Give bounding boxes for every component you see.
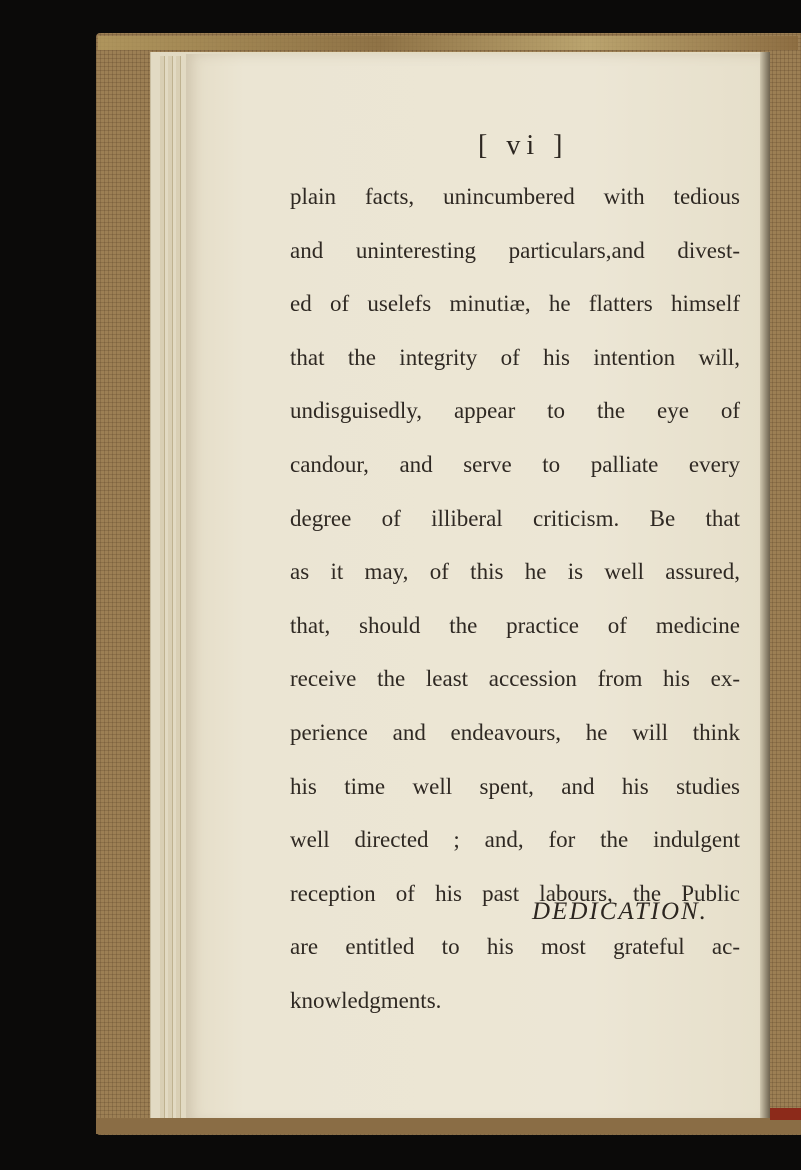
text-line: undisguisedly, appear to the eye of [290,398,740,424]
text-line: plain facts, unincumbered with tedious [290,184,740,209]
gutter-shadow [760,52,770,1128]
text-line: well directed ; and, for the indulgent [290,827,740,853]
red-ribbon-mark [770,1108,801,1120]
text-line: reception of his past labours, the Public [290,880,740,906]
cover-bottom-band [96,1118,801,1134]
text-line: perience and endeavours, he will think [290,719,740,745]
cover-edge-trim [98,36,798,50]
text-line: are entitled to his most grateful ac- [290,934,740,960]
text-line: receive the least accession from his ex- [290,666,740,692]
page-edge [176,56,181,1120]
catchword: DEDICATION. [532,898,708,925]
text-line: his time well spent, and his studies [290,773,740,799]
text-line: knowledgments. [290,987,442,1013]
text-line: ed of uselefs minutiæ, he flatters himself [290,291,740,317]
text-line: as it may, of this he is well assured, [290,559,740,585]
text-line: and uninteresting particulars,and divest- [290,237,740,263]
text-line: that the integrity of his intention will, [290,344,740,370]
page-number: [ vi ] [478,130,569,161]
text-line: candour, and serve to palliate every [290,451,740,477]
text-line: degree of illiberal criticism. Be that [290,505,740,531]
text-line: that, should the practice of medicine [290,612,740,638]
page-edge [160,56,165,1120]
page-edge [168,56,173,1120]
